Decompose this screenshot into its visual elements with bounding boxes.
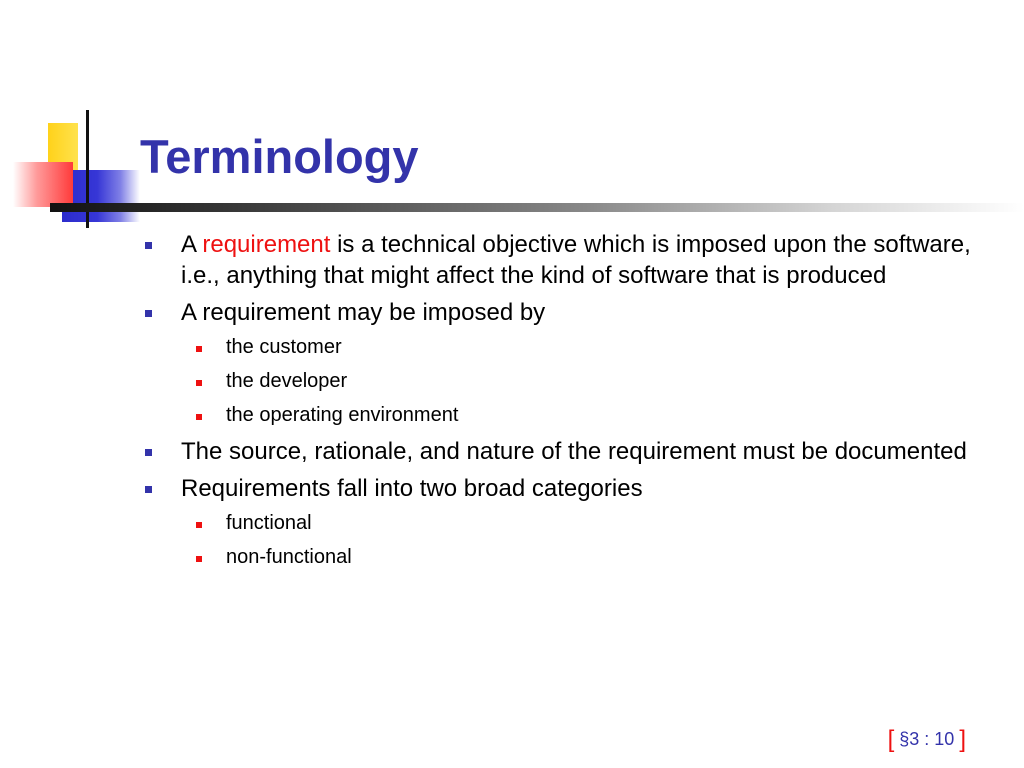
sub-bullet-non-functional [140, 544, 1000, 571]
sub-bullet-marker [196, 380, 202, 386]
bullet-marker [145, 310, 152, 317]
bullet-requirement-definition [140, 229, 1000, 291]
highlighted-term: requirement [202, 231, 331, 258]
footer-open-bracket: [ [887, 726, 895, 753]
sub-bullet-text: the operating environment [226, 404, 459, 426]
sub-bullet-text: the customer [226, 336, 342, 358]
bullet-text: A requirement may be imposed by [181, 299, 546, 326]
title-underline [50, 203, 1024, 212]
bullet-text: Requirements fall into two broad categories [181, 475, 643, 502]
sub-bullet-text: non-functional [226, 546, 352, 568]
sub-bullet-operating-environment [140, 402, 1000, 429]
sub-bullet-marker [196, 556, 202, 562]
bullet-categories [140, 473, 1000, 504]
bullet-marker [145, 449, 152, 456]
sub-bullet-marker [196, 346, 202, 352]
bullet-text: The source, rationale, and nature of the requirement must be documented [181, 438, 967, 465]
bullet-text-suffix: is a technical objective which is imposed upon the software, i.e., anything that might affect the kind of software that is produced [181, 231, 971, 289]
slide-body [140, 229, 1000, 578]
sub-bullet-marker [196, 522, 202, 528]
bullet-imposed-by [140, 297, 1000, 328]
sub-bullet-developer [140, 368, 1000, 395]
slide-number-footer [888, 726, 966, 754]
bullet-marker [145, 486, 152, 493]
sub-bullet-text: functional [226, 512, 312, 534]
sub-bullet-customer [140, 334, 1000, 361]
decor-blue-square [62, 170, 140, 222]
sub-bullet-text: the developer [226, 370, 348, 392]
sub-bullet-functional [140, 510, 1000, 537]
bullet-text-prefix: A [181, 231, 196, 258]
bullet-documented [140, 436, 1000, 467]
decor-red-square [13, 162, 73, 207]
sub-bullet-marker [196, 414, 202, 420]
footer-label: §3 : 10 [899, 729, 955, 749]
slide-title: Terminology [140, 130, 419, 183]
bullet-marker [145, 242, 152, 249]
footer-close-bracket: ] [959, 726, 966, 753]
